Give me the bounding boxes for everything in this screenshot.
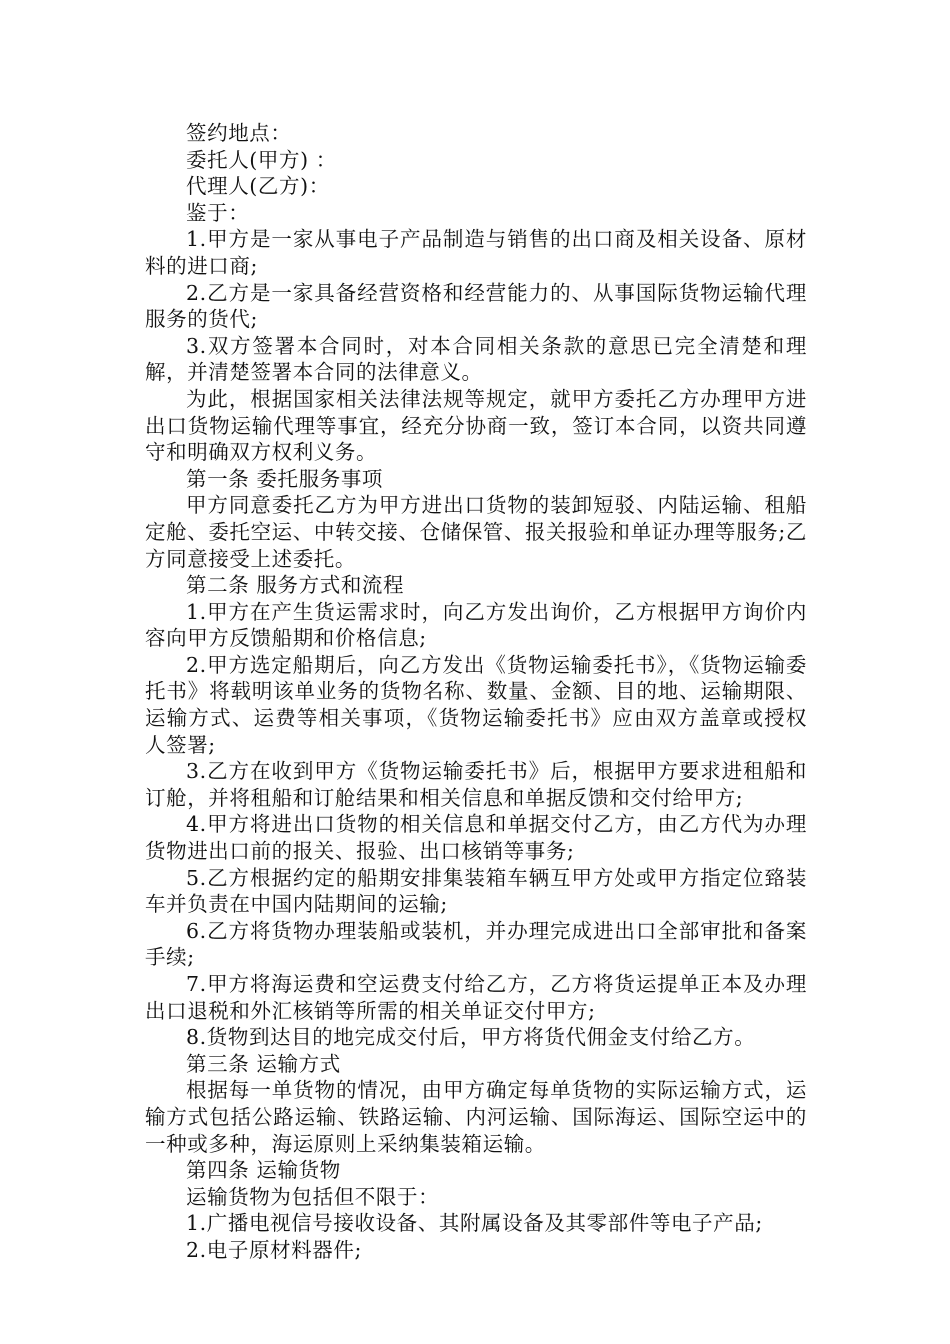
party-a: 委托人(甲方) ： [186, 147, 337, 172]
article-2-item-2: 2.甲方选定船期后，向乙方发出《货物运输委托书》，《货物运输委托书》将载明该单业务的货物名称、数量、金额、目的地、运输期限、运输方式、运费等相关事项，《货物运输委托书》应由双方盖章或授权人签署; [145, 652, 807, 757]
article-2-item-8: 8.货物到达目的地完成交付后，甲方将货代佣金支付给乙方。 [186, 1025, 756, 1050]
article-1-body: 甲方同意委托乙方为甲方进出口货物的装卸短驳、内陆运输、租船定舱、委托空运、中转交接、仓储保管、报关报验和单证办理等服务;乙方同意接受上述委托。 [145, 493, 807, 571]
article-4-intro: 运输货物为包括但不限于： [186, 1184, 440, 1209]
article-2-item-7: 7.甲方将海运费和空运费支付给乙方，乙方将货运提单正本及办理出口退税和外汇核销等所需的相关单证交付甲方; [145, 972, 807, 1023]
whereas-item-3: 3.双方签署本合同时，对本合同相关条款的意思已完全清楚和理解，并清楚签署本合同的法律意义。 [145, 333, 807, 385]
preamble: 为此，根据国家相关法律法规等规定，就甲方委托乙方办理甲方进出口货物运输代理等事宜，经充分协商一致，签订本合同，以资共同遵守和明确双方权利义务。 [145, 386, 807, 465]
whereas-item-2: 2.乙方是一家具备经营资格和经营能力的、从事国际货物运输代理服务的货代; [145, 280, 807, 332]
article-2-item-5: 5.乙方根据约定的船期安排集装箱车辆互甲方处或甲方指定位臵装车并负责在中国内陆期间的运输; [145, 865, 807, 917]
whereas: 鉴于： [186, 200, 250, 225]
article-3-heading: 第三条 运输方式 [186, 1051, 341, 1076]
article-2-item-4: 4.甲方将进出口货物的相关信息和单据交付乙方，由乙方代为办理货物进出口前的报关、报验、出口核销等事务; [145, 812, 807, 864]
article-2-item-1: 1.甲方在产生货运需求时，向乙方发出询价，乙方根据甲方询价内容向甲方反馈船期和价格信息; [145, 599, 807, 651]
article-2-item-3: 3.乙方在收到甲方《货物运输委托书》后，根据甲方要求进租船和订舱，并将租船和订舱结果和相关信息和单据反馈和交付给甲方; [145, 759, 807, 810]
article-4-item-2: 2.电子原材料器件; [186, 1237, 362, 1262]
article-4-item-1: 1.广播电视信号接收设备、其附属设备及其零部件等电子产品; [186, 1211, 763, 1236]
article-2-heading: 第二条 服务方式和流程 [186, 573, 405, 598]
article-4-heading: 第四条 运输货物 [186, 1158, 341, 1183]
whereas-item-1: 1.甲方是一家从事电子产品制造与销售的出口商及相关设备、原材料的进口商; [145, 227, 807, 278]
article-1-heading: 第一条 委托服务事项 [186, 466, 384, 491]
article-3-body: 根据每一单货物的情况，由甲方确定每单货物的实际运输方式，运输方式包括公路运输、铁路运输、内河运输、国际海运、国际空运中的一种或多种，海运原则上采纳集装箱运输。 [145, 1078, 807, 1156]
signing-place: 签约地点： [186, 121, 292, 145]
contract-document [145, 120, 807, 1264]
article-2-item-6: 6.乙方将货物办理装船或装机，并办理完成进出口全部审批和备案手续; [145, 918, 807, 970]
party-b: 代理人(乙方)： [186, 174, 330, 199]
